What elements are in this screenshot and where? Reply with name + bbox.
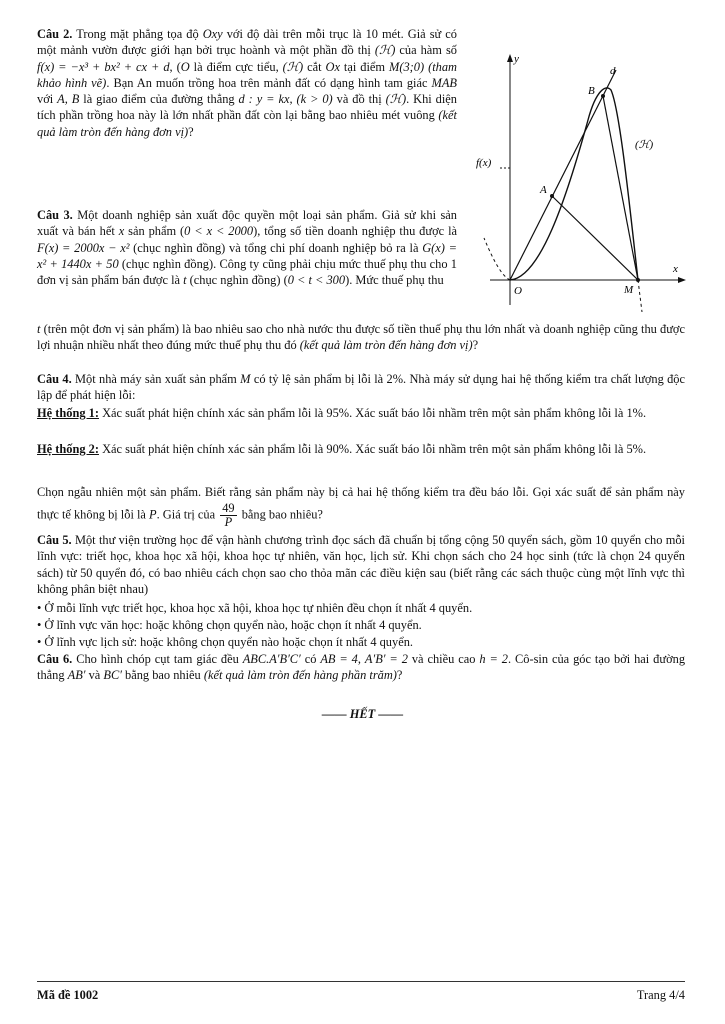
cost-formula: G(x) = x² + 1440x + 50 (37, 240, 457, 271)
question-6-label: Câu 6. (37, 652, 73, 666)
system-2: Hệ thống 2: Xác suất phát hiện chính xác sản phẩm lỗi là 90%. Xác suất báo lỗi nhầm trên một sản phẩm không lỗi là 5%. (37, 442, 647, 456)
x-axis-label: x (673, 263, 678, 275)
end-marker: —— HẾT —— (321, 707, 404, 721)
footer-divider (37, 981, 685, 982)
question-3-continued: t (trên một đơn vị sản phẩm) là bao nhiêu sao cho nhà nước thu được số tiền thuế phụ thu lớn nhất và doanh nghiệp cũng thu được lợi nhuận nhiều nhất theo đúng mức thuế phụ thu đó (kết quả làm tròn đến hàng đơn vị)? (37, 322, 685, 353)
y-axis-label: y (514, 53, 519, 65)
question-3-label: Câu 3. (37, 208, 73, 222)
x-axis-arrow (678, 277, 686, 283)
line-d (510, 70, 616, 280)
point-m-label: M (624, 284, 634, 296)
fx-label: f(x) (476, 157, 492, 169)
question-2: Câu 2. Trong mặt phẳng tọa độ Oxy với độ dài trên mỗi trục là 10 mét. Giả sử có một mảnh vườn được giới hạn bởi trục hoành và một phần đồ thị (ℋ) của hàm số f(x) = −x³ + bx² + cx + d, (O là điểm cực tiểu, (ℋ) cắt Ox tại điểm M(3;0) (tham khảo hình vẽ). Bạn An muốn trồng hoa trên mảnh đất có dạng hình tam giác MAB với A, B là giao điểm của đường thẳng d : y = kx, (k > 0) và đồ thị (ℋ). Khi diện tích phần trồng hoa này là lớn nhất phần đất còn lại bằng bao nhiêu mét vuông (kết quả làm tròn đến hàng đơn vị)? (37, 27, 458, 139)
graph-dashed-left (484, 238, 510, 280)
exam-code: Mã đề 1002 (37, 988, 99, 1002)
question-2-label: Câu 2. (37, 27, 73, 41)
condition-1: • Ở mỗi lĩnh vực triết học, khoa học xã hội, khoa học tự nhiên đều chọn ít nhất 4 quyển. (37, 601, 473, 615)
d-label: d (610, 65, 616, 77)
question-5-label: Câu 5. (37, 533, 72, 547)
system-1: Hệ thống 1: Xác suất phát hiện chính xác sản phẩm lỗi là 95%. Xác suất báo lỗi nhầm trên một sản phẩm không lỗi là 1%. (37, 406, 647, 420)
question-2-figure (470, 50, 690, 315)
point-m (636, 278, 640, 282)
point-a-label: A (540, 184, 547, 196)
segment-mb (603, 96, 638, 280)
question-3: Câu 3. Một doanh nghiệp sản xuất độc quyền một loại sản phẩm. Giả sử khi sản xuất và bán hết x sản phẩm (0 < x < 2000), tổng số tiền doanh nghiệp thu được là F(x) = 2000x − x² (chục nghìn đồng) và tổng chi phí doanh nghiệp bỏ ra là G(x) = x² + 1440x + 50 (chục nghìn đồng). Công ty cũng phải chịu mức thuế phụ thu cho 1 đơn vị sản phẩm bán được là t (chục nghìn đồng) (0 < t < 300). Mức thuế phụ thu (37, 208, 458, 288)
graph-h-label: (ℋ) (635, 139, 654, 151)
revenue-formula: F(x) = 2000x − x² (37, 240, 130, 255)
cubic-graph (510, 88, 638, 280)
question-4-label: Câu 4. (37, 372, 72, 386)
condition-3: • Ở lĩnh vực lịch sử: hoặc không chọn quyển nào hoặc chọn ít nhất 4 quyển. (37, 635, 413, 649)
segment-ma (552, 196, 638, 280)
fraction-49-over-p: $\frac{49}{P}$ (222, 501, 235, 529)
point-a (550, 194, 554, 198)
question-4: Câu 4. Một nhà máy sản xuất sản phẩm M có tỷ lệ sản phẩm bị lỗi là 2%. Nhà máy sử dụng hai hệ thống kiểm tra chất lượng độc lập để phát hiện lỗi: (37, 372, 685, 403)
graph-dashed-right (638, 280, 642, 312)
condition-2: • Ở lĩnh vực văn học: hoặc không chọn quyển nào, hoặc chọn ít nhất 4 quyển. (37, 618, 422, 632)
page-number: Trang 4/4 (636, 988, 685, 1002)
question-4-ask: Chọn ngẫu nhiên một sản phẩm. Biết rằng sản phẩm này bị cả hai hệ thống kiểm tra đều báo lỗi. Gọi xác suất để sản phẩm này thực tế không bị lỗi là P. Giá trị của $\frac{49}{P}$ bằng bao nhiêu? (37, 485, 685, 529)
origin-label: O (514, 285, 522, 297)
point-b-label: B (588, 85, 595, 97)
function-formula: f(x) = −x³ + bx² + cx + d (37, 59, 170, 74)
question-5: Câu 5. Một thư viện trường học để vận hành chương trình đọc sách đã chuẩn bị tổng cộng 50 quyển sách, gồm 10 quyển cho mỗi lĩnh vực: triết học, khoa học xã hội, khoa học tự nhiên, văn học, lịch sử. Khi chọn sách cho 24 học sinh (tức là chọn 24 quyển sách) từ 50 quyển đó, có bao nhiêu cách chọn sao cho thỏa mãn các điều kiện sau (biết rằng các sách thuộc cùng một lĩnh vực thì không phân biệt nhau) (37, 533, 685, 596)
question-6: Câu 6. Cho hình chóp cụt tam giác đều ABC.A′B′C′ có AB = 4, A′B′ = 2 và chiều cao h = 2. Cô-sin của góc tạo bởi hai đường thẳng AB′ và BC′ bằng bao nhiêu (kết quả làm tròn đến hàng phần trăm)? (37, 652, 686, 683)
y-axis-arrow (507, 54, 513, 62)
point-b (601, 94, 605, 98)
